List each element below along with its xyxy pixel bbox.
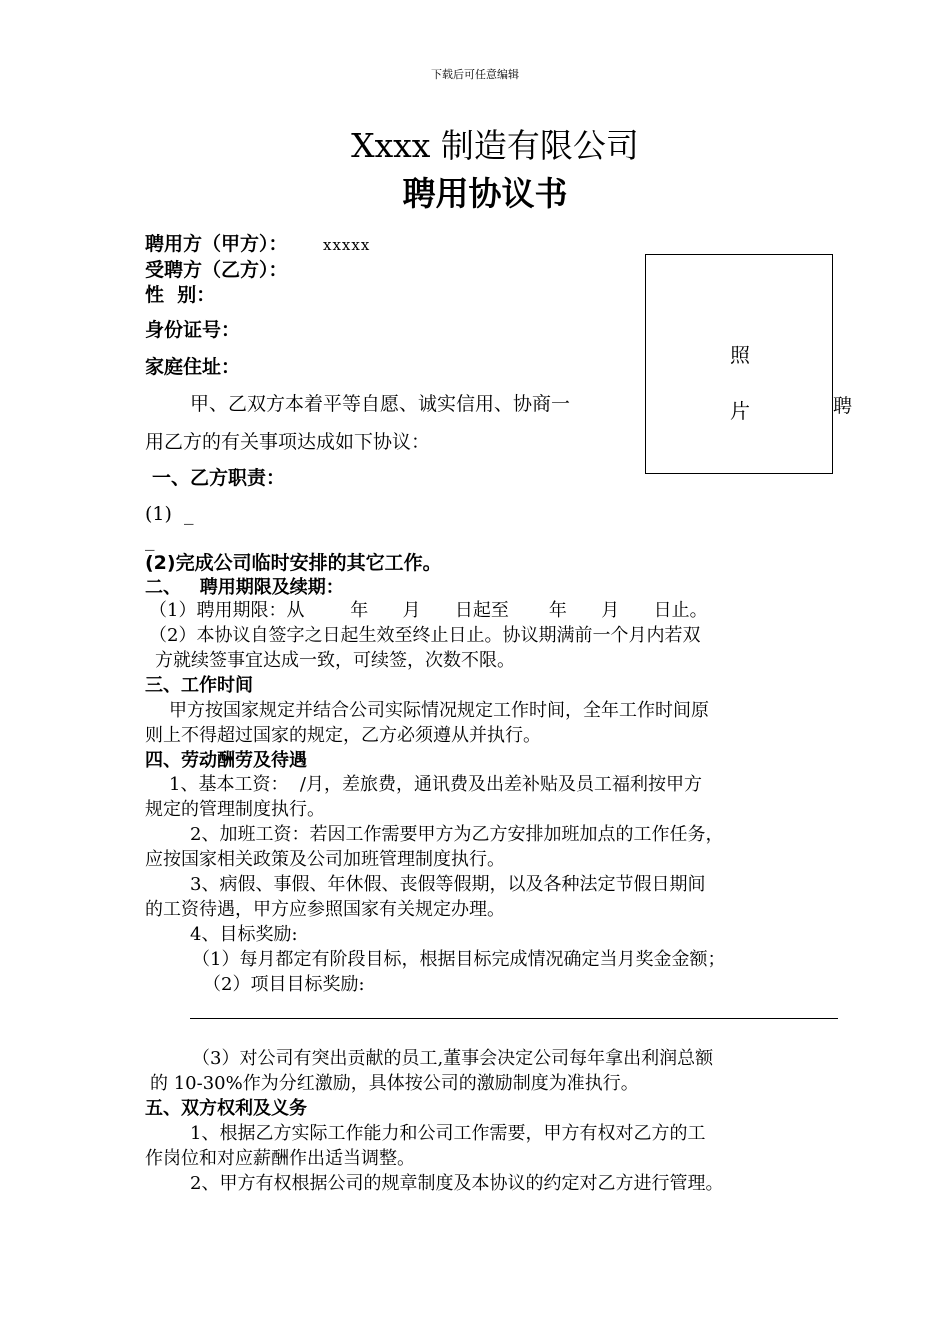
section-5-para-1-line-1: 1、根据乙方实际工作能力和公司工作需要，甲方有权对乙方的工 <box>190 1123 706 1144</box>
home-address-label: 家庭住址： <box>145 356 241 378</box>
section-2-title: 二、 聘用期限及续期： <box>145 577 344 598</box>
intro-line-2: 用乙方的有关事项达成如下协议： <box>145 431 431 453</box>
photo-placeholder <box>645 254 833 474</box>
intro-line-1-end: 聘 <box>833 395 853 417</box>
section-4-reward-1: （1）每月都定有阶段目标，根据目标完成情况确定当月奖金金额； <box>192 949 726 970</box>
section-4-reward-2: （2）项目目标奖励: <box>203 974 365 995</box>
section-4-para-1-line-2: 规定的管理制度执行。 <box>145 799 325 820</box>
section-1-item-1: (1) _ <box>145 503 194 525</box>
section-5-title: 五、双方权利及义务 <box>145 1098 307 1119</box>
section-4-para-2-line-1: 2、加班工资：若因工作需要甲方为乙方安排加班加点的工作任务， <box>190 824 724 845</box>
company-title: Xxxx 制造有限公司 <box>351 126 639 165</box>
id-number-label: 身份证号： <box>145 319 241 341</box>
section-2-para-2-line-2: 方就续签事宜达成一致，可续签，次数不限。 <box>155 650 515 671</box>
employer-value: xxxxx <box>323 236 371 254</box>
section-4-para-1-line-1: 1、基本工资： /月，差旅费，通讯费及出差补贴及员工福利按甲方 <box>169 774 702 795</box>
section-4-para-4: 4、目标奖励: <box>190 924 298 945</box>
header-note: 下载后可任意编辑 <box>431 68 519 81</box>
employee-label: 受聘方（乙方）： <box>145 259 288 281</box>
section-1-title: 一、乙方职责： <box>152 467 286 489</box>
employer-label: 聘用方（甲方）： <box>145 233 288 255</box>
section-1-item-1-continued: _ <box>145 529 155 551</box>
section-1-item-2: (2)完成公司临时安排的其它工作。 <box>145 552 442 574</box>
section-4-para-3-line-1: 3、病假、事假、年休假、丧假等假期，以及各种法定节假日期间 <box>190 874 706 895</box>
section-4-para-2-line-2: 应按国家相关政策及公司加班管理制度执行。 <box>145 849 505 870</box>
section-2-para-2-line-1: （2）本协议自签字之日起生效至终止日止。协议期满前一个月内若双 <box>149 625 701 646</box>
intro-line-1: 甲、乙双方本着平等自愿、诚实信用、协商一 <box>190 393 571 415</box>
photo-label-2: 片 <box>730 399 750 423</box>
photo-label-1: 照 <box>730 343 750 367</box>
project-reward-blank-line <box>190 1018 838 1019</box>
section-3-para-line-1: 甲方按国家规定并结合公司实际情况规定工作时间，全年工作时间原 <box>169 700 709 721</box>
section-3-title: 三、工作时间 <box>145 675 253 696</box>
document-title: 聘用协议书 <box>402 174 568 213</box>
section-4-reward-3-line-2: 的 10-30%作为分红激励，具体按公司的激励制度为准执行。 <box>150 1073 639 1094</box>
section-4-para-3-line-2: 的工资待遇，甲方应参照国家有关规定办理。 <box>145 899 505 920</box>
section-4-reward-3-line-1: （3）对公司有突出贡献的员工,董事会决定公司每年拿出利润总额 <box>192 1048 714 1069</box>
section-2-para-1: （1）聘用期限：从 年 月 日起至 年 月 日止。 <box>149 600 708 621</box>
section-5-para-2: 2、甲方有权根据公司的规章制度及本协议的约定对乙方进行管理。 <box>190 1173 724 1194</box>
section-3-para-line-2: 则上不得超过国家的规定，乙方必须遵从并执行。 <box>145 725 541 746</box>
section-4-title: 四、劳动酬劳及待遇 <box>145 750 307 771</box>
section-5-para-1-line-2: 作岗位和对应薪酬作出适当调整。 <box>145 1148 415 1169</box>
gender-label: 性 别： <box>145 284 216 306</box>
